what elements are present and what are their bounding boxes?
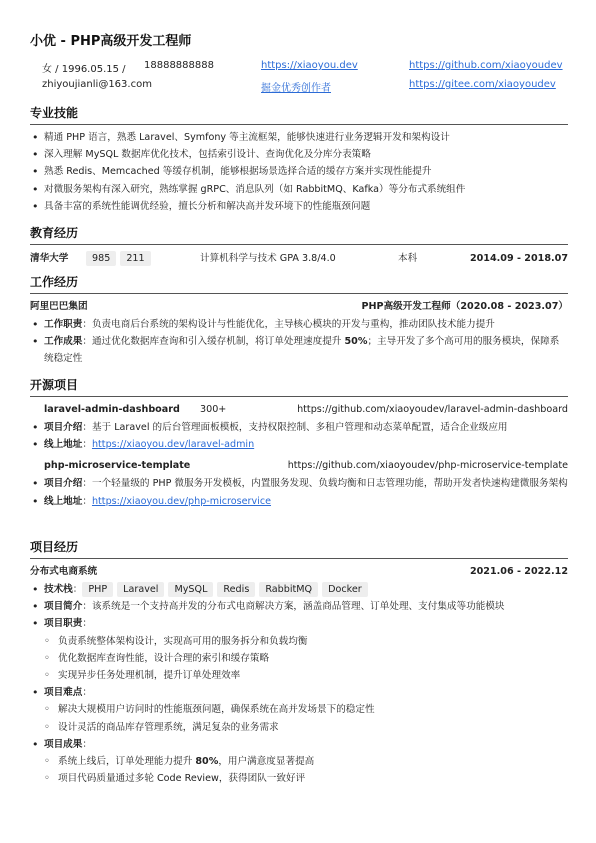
list-item [30,684,568,701]
project-details [30,419,568,453]
label: 项目成果 [44,738,83,750]
list-item: ◦ 优化数据库查询性能，设计合理的索引和缓存策略 [30,650,568,667]
phone: 18888888888 [144,60,214,71]
label: 工作职责 [44,319,83,330]
tag: 211 [120,251,150,266]
list-item [30,736,568,753]
tag-list [86,249,155,269]
period: 2014.09 - 2018.07 [469,253,568,264]
text: ：通过优化数据库查询和引入缓存机制，将订单处理速度提升 [82,336,345,348]
tag: Redis [217,582,255,597]
project-name: laravel-admin-dashboard [44,404,180,415]
work-section [30,273,568,368]
gender-birth: 女 / 1996.05.15 / [42,64,126,75]
text: ：一个轻量级的 PHP 微服务开发模板，内置服务发现、负载均衡和日志管理功能，帮助开发者快速构建微服务架构 [82,478,568,490]
work-list [30,316,568,368]
skills-heading: 专业技能 [30,104,568,125]
sub-list [30,701,568,735]
text: ：基于 Laravel 的后台管理面板模板，支持权限控制、多租户管理和动态菜单配置，适合企业级应用 [82,422,508,433]
text: 系统上线后，订单处理能力提升 [58,756,196,768]
text: ：负责电商后台系统的架构设计与性能优化，主导核心模块的开发与重构，推动团队技术能力提升 [82,319,495,330]
label: 线上地址 [44,495,83,507]
text: ，用户满意度显著提高 [218,756,315,768]
sub-list [30,753,568,787]
colon: ： [72,584,83,595]
project-header [30,457,568,475]
repo-url[interactable]: https://github.com/xiaoyoudev/php-microservice-template [287,460,568,472]
company: 阿里巴巴集团 [30,301,88,312]
email: zhiyoujianli@163.com [42,79,152,90]
label: 线上地址 [44,439,83,451]
list-item [30,475,568,492]
list-item: ◦ 负责系统整体架构设计，实现高可用的服务拆分和负载均衡 [30,633,568,650]
label: 技术栈 [44,584,73,595]
list-item: • 具备丰富的系统性能调优经验，擅长分析和解决高并发环境下的性能瓶颈问题 [30,198,568,215]
project-details [30,684,568,701]
highlight: 80% [195,756,219,768]
gitee-link[interactable]: https://gitee.com/xiaoyoudev [409,79,556,90]
major: 计算机科学与技术 GPA 3.8/4.0 [200,253,336,264]
tag: PHP [82,582,113,597]
contact-info [30,60,570,98]
text: ：该系统是一个支持高并发的分布式电商解决方案，涵盖商品管理、订单处理、支付集成等功能模块 [82,601,505,613]
star-count: 300+ [200,404,227,415]
label: 项目简介 [44,601,83,613]
text: ；主导开发了多个高可用的服务模块，保障系统稳定性 [44,336,560,365]
list-item: • 精通 PHP 语言，熟悉 Laravel、Symfony 等主流框架，能够快速进行业务逻辑开发和架构设计 [30,129,568,146]
skills-section [30,104,568,215]
label: 工作成果 [44,336,83,348]
degree: 本科 [398,253,418,264]
list-item: • 对微服务架构有深入研究，熟练掌握 gRPC、消息队列（如 RabbitMQ、Kafka）等分布式系统组件 [30,181,568,198]
label: 项目难点 [44,687,83,699]
online-link[interactable]: https://xiaoyou.dev/php-microservice [91,495,272,507]
label: 项目职责 [44,618,83,630]
list-item [30,419,568,436]
list-item: ◦ 项目代码质量通过多轮 Code Review，获得团队一致好评 [30,770,568,787]
opensource-section [30,376,568,510]
label: 项目介绍 [44,478,83,490]
list-item [30,333,568,367]
colon: ： [82,687,92,699]
skills-list [30,129,568,215]
highlight: 50% [344,336,368,348]
list-item: ◦ 解决大规模用户访问时的性能瓶颈问题，确保系统在高并发场景下的稳定性 [30,701,568,718]
list-item: ◦ 设计灵活的商品库存管理系统，满足复杂的业务需求 [30,719,568,736]
list-item: ◦ 实现异步任务处理机制，提升订单处理效率 [30,667,568,684]
label: 项目介绍 [44,422,83,433]
site-link[interactable]: https://xiaoyou.dev [261,60,358,71]
project-details [30,736,568,753]
project-details [30,581,568,633]
project-name: php-microservice-template [44,460,191,472]
opensource-heading: 开源项目 [30,376,568,397]
list-item: • 深入理解 MySQL 数据库优化技术，包括索引设计、查询优化及分库分表策略 [30,146,568,163]
project-header [30,401,568,419]
list-item: • 线上地址：https://xiaoyou.dev/php-microservice [30,493,568,510]
tag: RabbitMQ [259,582,318,597]
github-link[interactable]: https://github.com/xiaoyoudev [409,60,563,71]
tag: 985 [86,251,116,266]
list-item [30,598,568,615]
list-item [30,316,568,333]
sub-list [30,633,568,685]
school: 清华大学 [30,253,69,264]
projects-section [30,538,568,787]
project-name: 分布式电商系统 [30,566,98,577]
list-item [30,581,568,598]
list-item [30,615,568,632]
colon: ： [82,618,92,630]
project-header [30,563,568,581]
role: PHP高级开发工程师（2020.08 - 2023.07） [361,301,568,312]
repo-url[interactable]: https://github.com/xiaoyoudev/laravel-admin-dashboard [297,404,568,415]
education-heading: 教育经历 [30,224,568,245]
education-row [30,249,568,269]
online-link[interactable]: https://xiaoyou.dev/laravel-admin [91,439,255,451]
education-section [30,224,568,269]
list-item [30,753,568,770]
list-item: • 熟悉 Redis、Memcached 等缓存机制，能够根据场景选择合适的缓存方案并实现性能提升 [30,163,568,180]
tag: Laravel [117,582,164,597]
period: 2021.06 - 2022.12 [469,566,568,577]
juejin-link[interactable]: 掘金优秀创作者 [261,83,331,94]
page-title: 小优 - PHP高级开发工程师 [30,34,192,49]
tag: MySQL [168,582,213,597]
company-row [30,298,568,316]
project-details [30,475,568,509]
projects-heading: 项目经历 [30,538,568,559]
tag: Docker [322,582,368,597]
colon: ： [82,738,92,750]
list-item: • 线上地址：https://xiaoyou.dev/laravel-admin [30,436,568,453]
work-heading: 工作经历 [30,273,568,294]
